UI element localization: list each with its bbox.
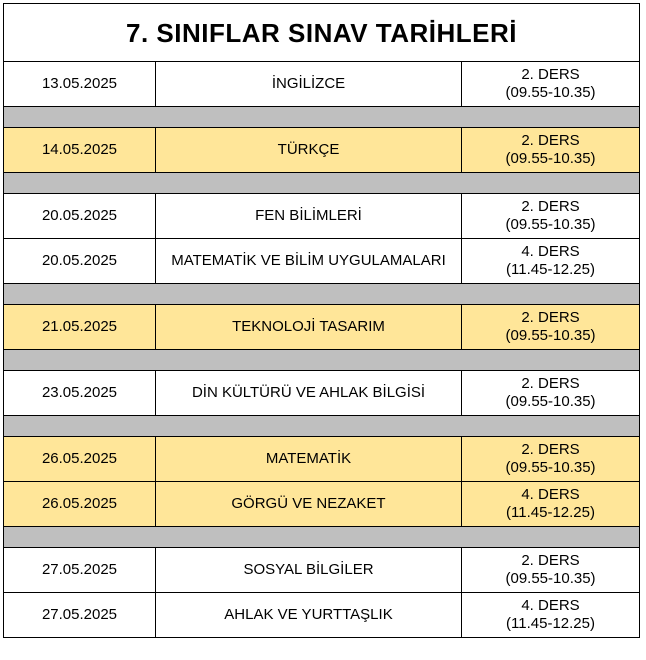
exam-subject: TÜRKÇE	[156, 128, 462, 173]
separator-row	[4, 350, 640, 371]
exam-time-cell	[462, 371, 640, 416]
table-row	[4, 239, 640, 284]
exam-time-cell	[462, 437, 640, 482]
exam-time-cell	[462, 482, 640, 527]
table-row	[4, 305, 640, 350]
exam-date: 27.05.2025	[4, 548, 156, 593]
table-row	[4, 548, 640, 593]
separator-row	[4, 416, 640, 437]
exam-lesson: 2. DERS	[521, 132, 580, 149]
title-row	[4, 4, 640, 62]
page-title: 7. SINIFLAR SINAV TARİHLERİ	[4, 4, 640, 62]
exam-date: 13.05.2025	[4, 62, 156, 107]
exam-lesson: 4. DERS	[521, 597, 580, 614]
exam-subject: TEKNOLOJİ TASARIM	[156, 305, 462, 350]
exam-time-cell	[462, 305, 640, 350]
exam-date: 20.05.2025	[4, 239, 156, 284]
exam-date: 26.05.2025	[4, 482, 156, 527]
exam-time-cell	[462, 239, 640, 284]
exam-time: (09.55-10.35)	[505, 393, 596, 410]
exam-subject: MATEMATİK	[156, 437, 462, 482]
exam-date: 21.05.2025	[4, 305, 156, 350]
separator-row	[4, 173, 640, 194]
table-row	[4, 128, 640, 173]
exam-time-cell	[462, 128, 640, 173]
exam-lesson: 2. DERS	[521, 309, 580, 326]
table-row	[4, 62, 640, 107]
table-row	[4, 593, 640, 638]
exam-schedule-table	[3, 3, 640, 638]
exam-time-cell	[462, 593, 640, 638]
exam-lesson: 2. DERS	[521, 66, 580, 83]
exam-subject: MATEMATİK VE BİLİM UYGULAMALARI	[156, 239, 462, 284]
exam-time: (09.55-10.35)	[505, 327, 596, 344]
exam-date: 26.05.2025	[4, 437, 156, 482]
exam-time: (09.55-10.35)	[505, 570, 596, 587]
table-row	[4, 437, 640, 482]
exam-time: (11.45-12.25)	[506, 504, 595, 521]
exam-subject: SOSYAL BİLGİLER	[156, 548, 462, 593]
exam-date: 14.05.2025	[4, 128, 156, 173]
exam-lesson: 2. DERS	[521, 198, 580, 215]
exam-time-cell	[462, 194, 640, 239]
exam-date: 20.05.2025	[4, 194, 156, 239]
exam-lesson: 4. DERS	[521, 243, 580, 260]
exam-time: (11.45-12.25)	[506, 615, 595, 632]
exam-date: 23.05.2025	[4, 371, 156, 416]
exam-time: (09.55-10.35)	[505, 84, 596, 101]
table-row	[4, 371, 640, 416]
exam-time: (11.45-12.25)	[506, 261, 595, 278]
exam-time: (09.55-10.35)	[505, 150, 596, 167]
separator-row	[4, 284, 640, 305]
exam-time: (09.55-10.35)	[505, 216, 596, 233]
exam-time-cell	[462, 548, 640, 593]
exam-time-cell	[462, 62, 640, 107]
exam-subject: DİN KÜLTÜRÜ VE AHLAK BİLGİSİ	[156, 371, 462, 416]
exam-lesson: 4. DERS	[521, 486, 580, 503]
separator-row	[4, 527, 640, 548]
separator-row	[4, 107, 640, 128]
exam-subject: FEN BİLİMLERİ	[156, 194, 462, 239]
exam-lesson: 2. DERS	[521, 552, 580, 569]
table-row	[4, 194, 640, 239]
exam-subject: İNGİLİZCE	[156, 62, 462, 107]
exam-date: 27.05.2025	[4, 593, 156, 638]
exam-subject: AHLAK VE YURTTAŞLIK	[156, 593, 462, 638]
exam-lesson: 2. DERS	[521, 441, 580, 458]
exam-time: (09.55-10.35)	[505, 459, 596, 476]
exam-lesson: 2. DERS	[521, 375, 580, 392]
table-row	[4, 482, 640, 527]
exam-subject: GÖRGÜ VE NEZAKET	[156, 482, 462, 527]
